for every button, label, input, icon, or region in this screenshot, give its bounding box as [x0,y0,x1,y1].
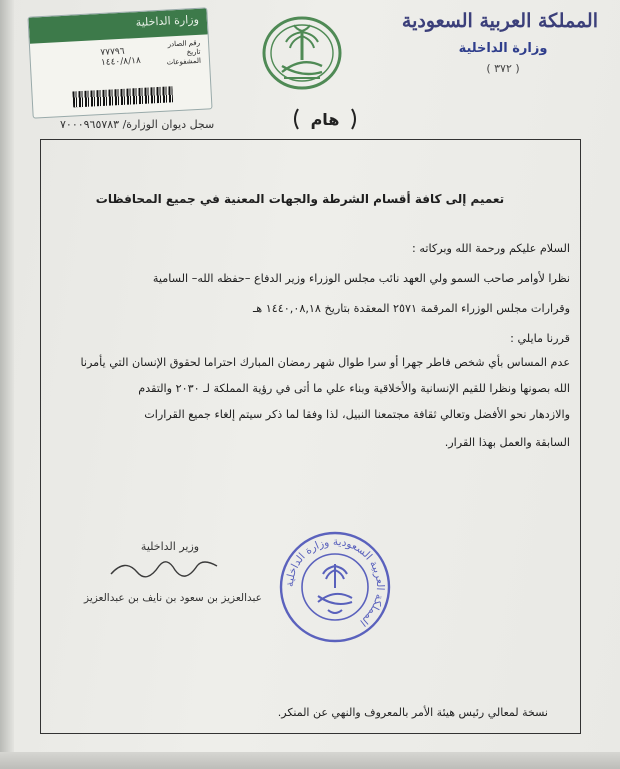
circular-title: تعميم إلى كافة أقسام الشرطة والجهات المعنية في جميع المحافظات [95,192,505,206]
copy-note: نسخة لمعالي رئيس هيئة الأمر بالمعروف والنهي عن المنكر. [277,706,548,719]
official-seal [278,530,392,644]
important-mark [290,105,360,133]
registry-line: سجل ديوان الوزارة/ ٧٠٠٠٩٦٥٧٨٣ [60,118,215,131]
barcode [72,86,173,107]
seal-emblem-icon [318,564,352,613]
stamp-handwritten-date: ١٤٤٠/٨/١٨ [100,55,142,68]
decided-heading: قررنا مايلي : [510,332,570,345]
stamp-field-number: رقم الصادر [167,38,201,49]
stamp-header: وزارة الداخلية [29,8,208,43]
stamp-handwriting [100,46,141,68]
stamp-handwritten-number: ٧٧٧٩٦ [100,46,125,59]
kingdom-name: المملكة العربية السعودية [401,10,598,32]
signatory-title: وزير الداخلية [140,540,200,553]
palm-swords-emblem-icon [262,16,342,90]
body-line-4: الله بصونها ونظرا للقيم الإنسانية والأخلاقية وبناء علي ما أتى في رؤية المملكة لـ ٢٠٣٠ والتقدم [138,382,570,395]
body-line-3: عدم المساس بأي شخص فاطر جهرا أو سرا طوال شهر رمضان المبارك احتراما لحقوق الإنسان التي يأمرنا [80,356,570,369]
body-line-1: نظرا لأوامر صاحب السمو ولي العهد نائب مجلس الوزراء وزير الدفاع –حفظه الله– السامية [152,272,570,285]
page-edge-shadow [0,0,14,769]
body-line-6: السابقة والعمل بهذا القرار. [444,436,570,449]
stamp-field-attachments: المشفوعات [166,56,202,67]
reference-number: ( ٣٧٢ ) [486,62,520,75]
signatory-name: عبدالعزيز بن سعود بن نايف بن عبدالعزيز [84,592,262,604]
letterhead [401,8,598,75]
handwritten-signature [105,552,225,588]
important-label: هام [310,110,340,129]
seal-ring-text: المملكة العربية السعودية وزارة الداخلية [283,535,387,629]
body-line-2: وقرارات مجلس الوزراء المرقمة ٢٥٧١ المعقدة بتاريخ ١٤٤٠,٠٨,١٨ هـ [253,302,570,315]
greeting: السلام عليكم ورحمة الله وبركاته : [412,242,570,255]
ministry-name: وزارة الداخلية [458,41,548,56]
incoming-mail-stamp [27,7,212,118]
body-line-5: والازدهار نحو الأفضل وتعالي ثقافة مجتمعنا النبيل، لذا وفقا لما ذكر سيتم إلغاء جميع القرارات [144,408,570,421]
stamp-field-date: تاريخ [186,47,201,57]
page-bottom-edge [0,752,620,769]
